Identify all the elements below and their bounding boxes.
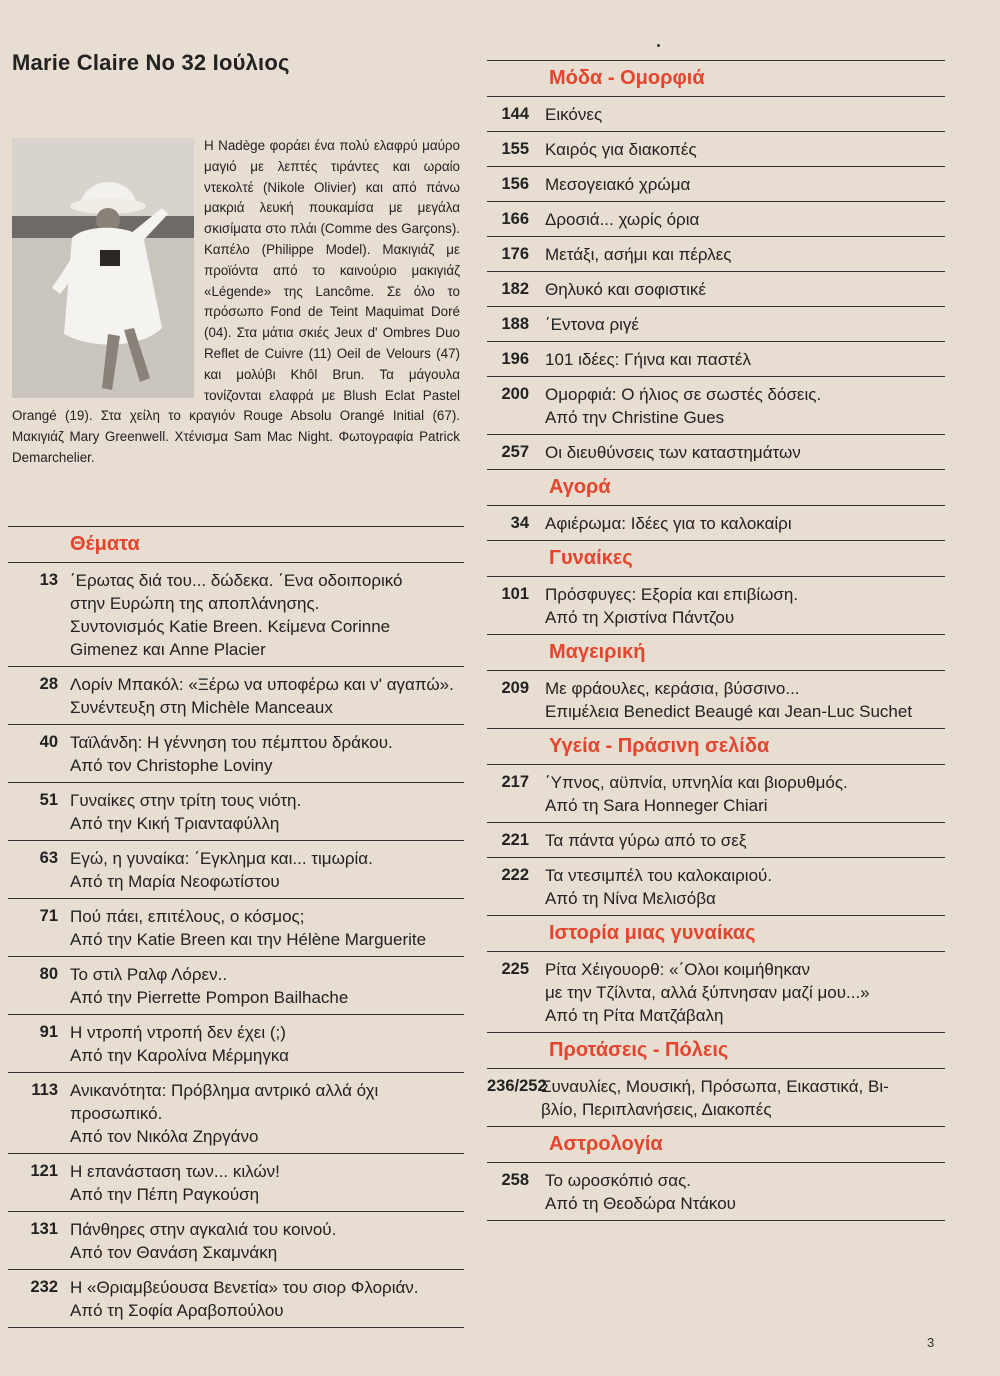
- entry-line: Επιμέλεια Benedict Beaugé και Jean-Luc Suchet: [545, 702, 913, 721]
- toc-entry[interactable]: [487, 951, 945, 1032]
- entry-line: στην Ευρώπη της αποπλάνησης.: [70, 594, 320, 613]
- entry-text: [529, 383, 821, 429]
- entry-page-number: 196: [501, 350, 529, 368]
- page-number: 3: [927, 1335, 935, 1350]
- entry-text: [58, 1218, 336, 1264]
- entry-line: Από τη Ρίτα Ματζάβαλη: [545, 1006, 724, 1025]
- entry-line: Μεσογειακό χρώμα: [545, 175, 691, 194]
- toc-section: [8, 526, 464, 1327]
- section-title: Αγορά: [487, 469, 945, 505]
- section-entries: [487, 576, 945, 634]
- section-entries: [487, 764, 945, 915]
- entry-line: Συντονισμός Katie Breen. Κείμενα Corinne: [70, 617, 391, 636]
- entry-line: Θηλυκό και σοφιστικέ: [545, 280, 706, 299]
- entry-line: Από τον Θανάση Σκαμνάκη: [70, 1243, 278, 1262]
- entry-text: [529, 243, 732, 266]
- entry-line: Οι διευθύνσεις των καταστημάτων: [545, 443, 801, 462]
- entry-page-number: 34: [510, 514, 529, 532]
- entry-text: [529, 829, 746, 852]
- entry-text: [539, 1075, 889, 1121]
- toc-entry[interactable]: [8, 724, 464, 782]
- entry-text: [529, 138, 697, 161]
- section-title: Θέματα: [8, 526, 464, 562]
- entry-page-number: 28: [39, 675, 58, 693]
- entry-page-number: 200: [501, 385, 529, 403]
- entry-line: ΄Ερωτας διά του... δώδεκα. ΄Ενα οδοιπορικό: [70, 571, 403, 590]
- toc-entry[interactable]: [487, 236, 945, 271]
- entry-line: προσωπικό.: [70, 1104, 163, 1123]
- entry-page-number: 113: [31, 1081, 58, 1099]
- entry-page-number: 121: [30, 1162, 58, 1180]
- entry-line: Μετάξι, ασήμι και πέρλες: [545, 245, 732, 264]
- entry-page-number: 156: [501, 175, 529, 193]
- toc-entry[interactable]: [8, 666, 464, 724]
- entry-text: [58, 789, 301, 835]
- toc-entry[interactable]: [8, 1153, 464, 1211]
- entry-text: [58, 905, 426, 951]
- toc-entry[interactable]: [8, 782, 464, 840]
- entry-line: Η «Θριαμβεύουσα Βενετία» του σιορ Φλοριάν.: [70, 1278, 419, 1297]
- entry-text: [529, 1169, 736, 1215]
- entry-text: [529, 583, 798, 629]
- entry-text: [58, 847, 373, 893]
- entry-line: Λορίν Μπακόλ: «Ξέρω να υποφέρω και ν' αγαπώ».: [70, 675, 454, 694]
- entry-line: 101 ιδέες: Γήινα και παστέλ: [545, 350, 751, 369]
- entry-page-number: 155: [501, 140, 529, 158]
- entry-line: Τα πάντα γύρω από το σεξ: [545, 831, 747, 850]
- toc-entry[interactable]: [487, 764, 945, 822]
- entry-line: με την Τζίλντα, αλλά ξύπνησαν μαζί μου...»: [545, 983, 870, 1002]
- entry-line: Από τη Σοφία Αραβοπούλου: [70, 1301, 284, 1320]
- entry-page-number: 232: [30, 1278, 58, 1296]
- decorative-dot: [657, 44, 660, 47]
- entry-page-number: 222: [501, 866, 529, 884]
- toc-entry[interactable]: [8, 898, 464, 956]
- entry-line: Το ωροσκόπιό σας.: [545, 1171, 692, 1190]
- entry-text: [58, 569, 403, 661]
- toc-entry[interactable]: [487, 857, 945, 915]
- entry-page-number: 225: [501, 960, 529, 978]
- toc-entry[interactable]: [487, 166, 945, 201]
- entry-line: Από την Πέπη Ραγκούση: [70, 1185, 260, 1204]
- toc-entry[interactable]: [487, 576, 945, 634]
- entry-text: [529, 958, 870, 1027]
- toc-section: [487, 728, 945, 915]
- entry-page-number: 221: [501, 831, 529, 849]
- toc-section: [487, 634, 945, 728]
- entry-page-number: 131: [30, 1220, 58, 1238]
- toc-entry[interactable]: [487, 822, 945, 857]
- divider: [8, 1327, 464, 1328]
- toc-entry[interactable]: [8, 1014, 464, 1072]
- section-title: Μόδα - Ομορφιά: [487, 60, 945, 96]
- entry-page-number: 63: [39, 849, 58, 867]
- entry-line: ΄Υπνος, αϋπνία, υπνηλία και βιορυθμός.: [545, 773, 848, 792]
- entry-line: Ομορφιά: Ο ήλιος σε σωστές δόσεις.: [545, 385, 822, 404]
- entry-line: Από την Pierrette Pompon Bailhache: [70, 988, 349, 1007]
- toc-left-column: [8, 526, 464, 1328]
- entry-text: [58, 673, 454, 719]
- toc-section: [487, 915, 945, 1032]
- entry-text: [529, 512, 792, 535]
- cover-caption-text: Η Nadège φοράει ένα πολύ ελαφρύ μαύρο μαγιό με λεπτές τιράντες και ωραίο ντεκολτέ (Nikole Olivier) και από πάνω μακριά λευκή πουκαμίσα με μεγάλα σκισίματα στο πλάι (Comme des Garçons). Καπέλο (Philippe Model). Μακιγιάζ με προϊόντα από το καινούριο μακιγιάζ «Légende» της Lancôme. Σε όλο το πρόσωπο Fond de Teint Maquimat Doré (04). Στα μάτια σκιές Jeux d' Ombres Duo Reflet de Cuivre (11) Oeil de Velours (47) και μολύβι Khôl Brun. Τα μάγουλα τονίζονται ελαφρά με Blush Eclat Pastel Orangé (19). Στα χείλη το κραγιόν Rouge Absolu Orangé Initial (67). Μακιγιάζ Mary Greenwell. Χτένισμα Sam Mac Night. Φωτογραφία Patrick Demarchelier.: [12, 138, 460, 465]
- entry-line: Από τη Sara Honneger Chiari: [545, 796, 768, 815]
- section-entries: [487, 505, 945, 540]
- section-title: Ιστορία μιας γυναίκας: [487, 915, 945, 951]
- entry-line: Ανικανότητα: Πρόβλημα αντρικό αλλά όχι: [70, 1081, 379, 1100]
- entry-line: Δροσιά... χωρίς όρια: [545, 210, 700, 229]
- section-entries: [487, 951, 945, 1032]
- toc-entry[interactable]: [487, 1068, 945, 1126]
- entry-page-number: 166: [501, 210, 529, 228]
- toc-entry[interactable]: [8, 956, 464, 1014]
- toc-entry[interactable]: [487, 505, 945, 540]
- entry-text: [529, 348, 751, 371]
- toc-entry[interactable]: [487, 341, 945, 376]
- entry-page-number: 13: [39, 571, 58, 589]
- entry-text: [529, 103, 602, 126]
- magazine-issue-title: Marie Claire No 32 Ιούλιος: [12, 50, 290, 75]
- entry-line: Τα ντεσιμπέλ του καλοκαιριού.: [545, 866, 773, 885]
- entry-text: [529, 208, 699, 231]
- entry-line: Από τη Θεοδώρα Ντάκου: [545, 1194, 736, 1213]
- toc-entry[interactable]: [487, 670, 945, 728]
- entry-line: Από τη Νίνα Μελισόβα: [545, 889, 716, 908]
- entry-line: Συνέντευξη στη Michèle Manceaux: [70, 698, 333, 717]
- entry-line: Καιρός για διακοπές: [545, 140, 697, 159]
- section-entries: [8, 562, 464, 1327]
- entry-text: [529, 441, 801, 464]
- entry-page-number: 257: [501, 443, 529, 461]
- toc-section: [487, 540, 945, 634]
- section-title: Προτάσεις - Πόλεις: [487, 1032, 945, 1068]
- entry-line: Πρόσφυγες: Εξορία και επιβίωση.: [545, 585, 799, 604]
- toc-section: [487, 469, 945, 540]
- toc-section: [487, 60, 945, 469]
- entry-line: Με φράουλες, κεράσια, βύσσινο...: [545, 679, 800, 698]
- toc-entry[interactable]: [8, 1269, 464, 1327]
- toc-entry[interactable]: [487, 271, 945, 306]
- toc-section: [487, 1032, 945, 1126]
- entry-page-number: 209: [501, 679, 529, 697]
- entry-page-number: 91: [39, 1023, 58, 1041]
- section-title: Αστρολογία: [487, 1126, 945, 1162]
- entry-text: [58, 1079, 378, 1148]
- divider: [487, 1220, 945, 1221]
- entry-page-number: 176: [501, 245, 529, 263]
- entry-line: Από την Katie Breen και την Hélène Marguerite: [70, 930, 427, 949]
- section-entries: [487, 1068, 945, 1126]
- entry-line: Το στιλ Ραλφ Λόρεν..: [70, 965, 228, 984]
- toc-entry[interactable]: [487, 376, 945, 434]
- entry-line: Η επανάσταση των... κιλών!: [70, 1162, 280, 1181]
- cover-caption: [12, 136, 460, 469]
- entry-line: Ρίτα Χέιγουορθ: «΄Ολοι κοιμήθηκαν: [545, 960, 810, 979]
- entry-text: [529, 864, 772, 910]
- toc-entry[interactable]: [8, 840, 464, 898]
- toc-entry[interactable]: [8, 1072, 464, 1153]
- entry-line: Από την Κική Τριανταφύλλη: [70, 814, 280, 833]
- entry-line: Πού πάει, επιτέλους, ο κόσμος;: [70, 907, 305, 926]
- section-entries: [487, 96, 945, 469]
- entry-line: Από τον Νικόλα Ζηργάνο: [70, 1127, 259, 1146]
- entry-page-number: 182: [501, 280, 529, 298]
- entry-line: Η ντροπή ντροπή δεν έχει (;): [70, 1023, 286, 1042]
- entry-line: Πάνθηρες στην αγκαλιά του κοινού.: [70, 1220, 337, 1239]
- entry-page-number: 217: [501, 773, 529, 791]
- entry-line: Από τον Christophe Loviny: [70, 756, 273, 775]
- toc-entry[interactable]: [487, 1162, 945, 1220]
- entry-line: Από την Καρολίνα Μέρμηγκα: [70, 1046, 290, 1065]
- entry-text: [58, 1021, 289, 1067]
- section-entries: [487, 670, 945, 728]
- toc-right-column: [487, 60, 945, 1221]
- section-title: Μαγειρική: [487, 634, 945, 670]
- entry-text: [529, 173, 690, 196]
- toc-entry[interactable]: [487, 201, 945, 236]
- entry-line: Εγώ, η γυναίκα: ΄Εγκλημα και... τιμωρία.: [70, 849, 373, 868]
- toc-entry[interactable]: [487, 131, 945, 166]
- entry-line: βλίο, Περιπλανήσεις, Διακοπές: [541, 1100, 772, 1119]
- toc-entry[interactable]: [8, 1211, 464, 1269]
- entry-line: Εικόνες: [545, 105, 603, 124]
- entry-text: [58, 1276, 419, 1322]
- toc-entry[interactable]: [8, 562, 464, 666]
- entry-line: Από τη Μαρία Νεοφωτίστου: [70, 872, 280, 891]
- section-title: Γυναίκες: [487, 540, 945, 576]
- entry-page-number: 51: [39, 791, 58, 809]
- entry-line: Από τη Χριστίνα Πάντζου: [545, 608, 735, 627]
- entry-page-number: 40: [39, 733, 58, 751]
- entry-text: [58, 1160, 280, 1206]
- entry-page-number: 188: [501, 315, 529, 333]
- entry-line: Αφιέρωμα: Ιδέες για το καλοκαίρι: [545, 514, 792, 533]
- entry-text: [529, 677, 912, 723]
- entry-page-number: 101: [501, 585, 529, 603]
- entry-page-number: 236/252: [487, 1077, 547, 1095]
- entry-line: Συναυλίες, Μουσική, Πρόσωπα, Εικαστικά, Βι-: [541, 1077, 889, 1096]
- entry-page-number: 80: [39, 965, 58, 983]
- entry-line: Gimenez και Anne Placier: [70, 640, 266, 659]
- section-title: Υγεία - Πράσινη σελίδα: [487, 728, 945, 764]
- toc-entry[interactable]: [487, 96, 945, 131]
- toc-section: [487, 1126, 945, 1220]
- entry-page-number: 144: [501, 105, 529, 123]
- entry-line: Από την Christine Gues: [545, 408, 725, 427]
- right-sections: [487, 60, 945, 1220]
- entry-text: [529, 771, 848, 817]
- entry-page-number: 258: [501, 1171, 529, 1189]
- toc-entry[interactable]: [487, 306, 945, 341]
- entry-text: [58, 731, 393, 777]
- entry-text: [58, 963, 348, 1009]
- toc-entry[interactable]: [487, 434, 945, 469]
- entry-line: Ταϊλάνδη: Η γέννηση του πέμπτου δράκου.: [70, 733, 393, 752]
- section-entries: [487, 1162, 945, 1220]
- entry-line: ΄Εντονα ριγέ: [545, 315, 640, 334]
- entry-text: [529, 278, 706, 301]
- entry-text: [529, 313, 639, 336]
- entry-line: Γυναίκες στην τρίτη τους νιότη.: [70, 791, 302, 810]
- entry-page-number: 71: [39, 907, 58, 925]
